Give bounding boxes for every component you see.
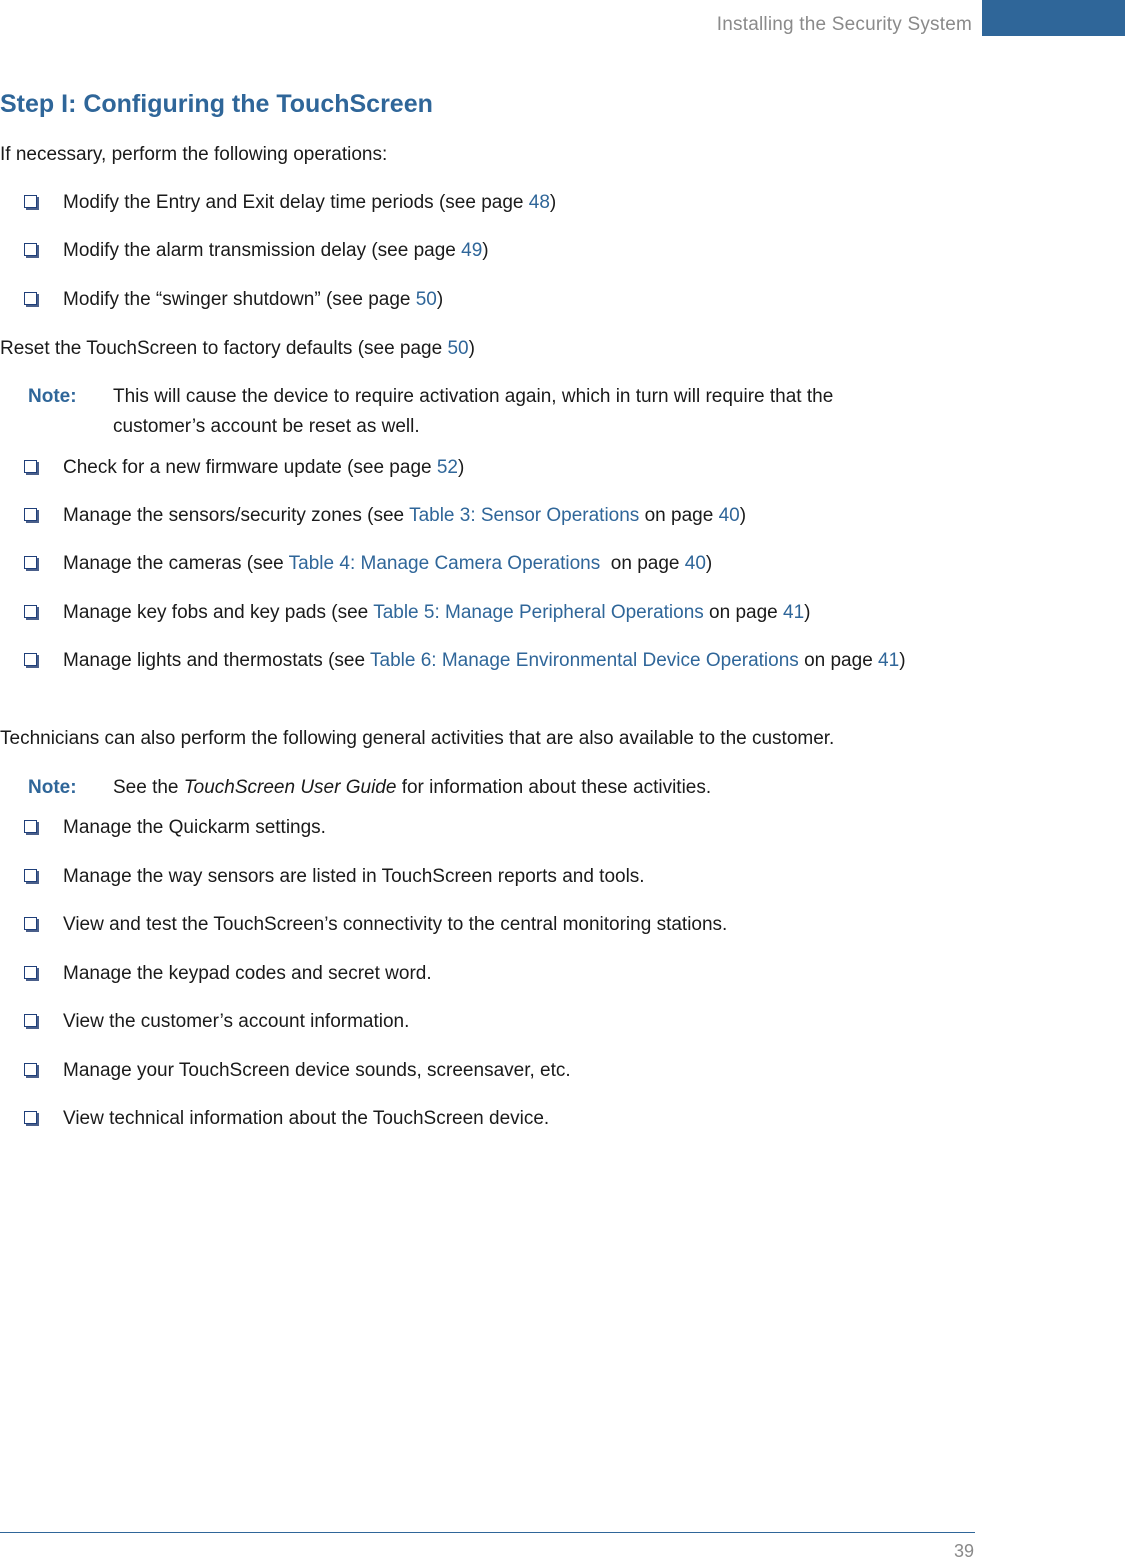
- note-label: Note:: [28, 777, 77, 798]
- technicians-paragraph: Technicians can also perform the following general activities that are also available to the customer.: [0, 728, 835, 749]
- list-item: Modify the “swinger shutdown” (see page 50): [24, 286, 954, 313]
- page-link[interactable]: 49: [461, 240, 483, 261]
- item-text: Manage key fobs and key pads (see: [63, 602, 374, 623]
- note-block: Note: See the TouchScreen User Guide for information about these activities.: [28, 773, 928, 803]
- item-text: Manage the keypad codes and secret word.: [63, 963, 432, 984]
- page-title: Step I: Configuring the TouchScreen: [0, 90, 433, 118]
- list-item: Manage lights and thermostats (see Table 6: Manage Environmental Device Operations on page 41): [24, 647, 954, 674]
- list-item: Modify the Entry and Exit delay time periods (see page 48): [24, 189, 954, 216]
- item-text: Check for a new firmware update (see page: [63, 457, 437, 478]
- item-text: Manage the way sensors are listed in TouchScreen reports and tools.: [63, 866, 645, 887]
- item-text: Modify the Entry and Exit delay time periods (see page: [63, 192, 529, 213]
- checkbox-bullet-icon: [24, 292, 37, 305]
- list-item: [24, 911, 954, 938]
- list-item: [24, 1105, 954, 1132]
- page-link[interactable]: 50: [447, 338, 469, 359]
- item-text: View technical information about the TouchScreen device.: [63, 1108, 550, 1129]
- page-link[interactable]: 41: [783, 602, 805, 623]
- item-text: Manage the Quickarm settings.: [63, 817, 326, 838]
- item-text: View and test the TouchScreen’s connectivity to the central monitoring stations.: [63, 914, 728, 935]
- reset-paragraph: Reset the TouchScreen to factory defaults (see page 50): [0, 338, 475, 359]
- checkbox-bullet-icon: [24, 195, 37, 208]
- checkbox-bullet-icon: [24, 1063, 37, 1076]
- item-text: Manage lights and thermostats (see: [63, 650, 370, 671]
- table-link[interactable]: Table 3: Sensor Operations: [409, 505, 640, 526]
- page-link[interactable]: 52: [436, 457, 458, 478]
- item-text: Modify the “swinger shutdown” (see page: [63, 289, 416, 310]
- item-text: Manage your TouchScreen device sounds, screensaver, etc.: [63, 1060, 571, 1081]
- checkbox-bullet-icon: [24, 869, 37, 882]
- list-item: Modify the alarm transmission delay (see page 49): [24, 237, 954, 264]
- page-link[interactable]: 50: [415, 289, 437, 310]
- item-text: View the customer’s account information.: [63, 1011, 410, 1032]
- list-item: Manage key fobs and key pads (see Table 5: Manage Peripheral Operations on page 41): [24, 599, 954, 626]
- intro-paragraph: If necessary, perform the following operations:: [0, 144, 388, 165]
- item-text: Manage the sensors/security zones (see: [63, 505, 410, 526]
- checkbox-bullet-icon: [24, 966, 37, 979]
- item-text: Manage the cameras (see: [63, 553, 289, 574]
- list-item: [24, 1057, 954, 1084]
- item-text: Modify the alarm transmission delay (see page: [63, 240, 462, 261]
- table-link[interactable]: Table 4: Manage Camera Operations: [288, 553, 601, 574]
- checkbox-bullet-icon: [24, 556, 37, 569]
- note-text: See the: [113, 777, 184, 798]
- checkbox-bullet-icon: [24, 605, 37, 618]
- checkbox-bullet-icon: [24, 917, 37, 930]
- checkbox-bullet-icon: [24, 243, 37, 256]
- note-label: Note:: [28, 386, 77, 407]
- table-link[interactable]: Table 6: Manage Environmental Device Operations: [370, 650, 799, 671]
- list-item: [24, 960, 954, 987]
- page-number: 39: [953, 1541, 974, 1561]
- section-title: Installing the Security System: [716, 14, 972, 35]
- header-accent-bar: [982, 0, 1125, 36]
- list-item: Manage the sensors/security zones (see Table 3: Sensor Operations on page 40): [24, 502, 954, 529]
- checkbox-bullet-icon: [24, 820, 37, 833]
- list-item: Check for a new firmware update (see page 52): [24, 454, 954, 481]
- checkbox-bullet-icon: [24, 1014, 37, 1027]
- list-item: [24, 814, 954, 841]
- checkbox-bullet-icon: [24, 508, 37, 521]
- guide-title: TouchScreen User Guide: [183, 777, 397, 798]
- note-text: This will cause the device to require activation again, which in turn will require that the customer’s account be reset as well.: [113, 386, 834, 437]
- list-item: Manage the cameras (see Table 4: Manage Camera Operations on page 40): [24, 550, 954, 577]
- checkbox-bullet-icon: [24, 460, 37, 473]
- footer-divider: [0, 1532, 975, 1533]
- page-link[interactable]: 41: [878, 650, 900, 671]
- note-block: [28, 382, 928, 442]
- checkbox-bullet-icon: [24, 653, 37, 666]
- page-link[interactable]: 40: [684, 553, 706, 574]
- page-link[interactable]: 48: [528, 192, 550, 213]
- list-item: [24, 863, 954, 890]
- checkbox-bullet-icon: [24, 1111, 37, 1124]
- table-link[interactable]: Table 5: Manage Peripheral Operations: [373, 602, 704, 623]
- page-link[interactable]: 40: [718, 505, 740, 526]
- list-item: [24, 1008, 954, 1035]
